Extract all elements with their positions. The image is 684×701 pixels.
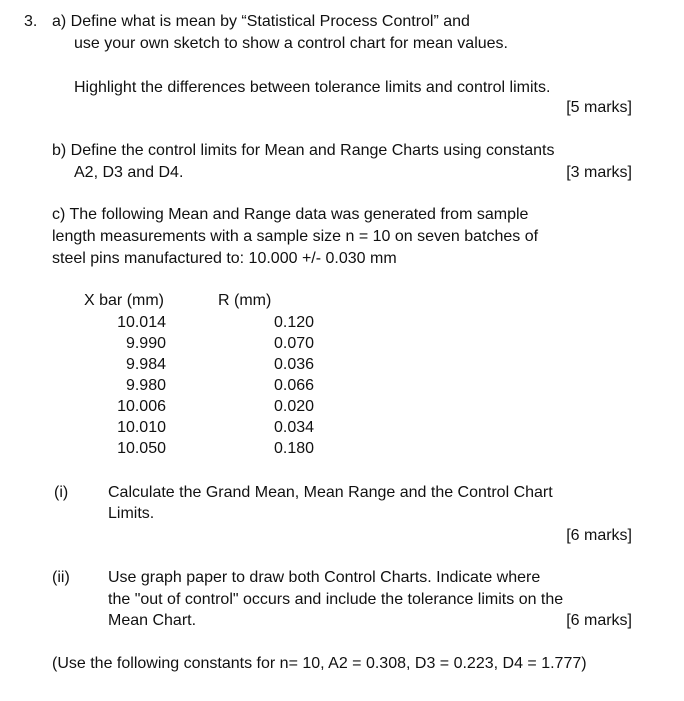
table-header-range: R (mm) bbox=[218, 292, 272, 309]
subq-i-label: (i) bbox=[54, 484, 69, 501]
table-xbar-value: 9.990 bbox=[125, 335, 166, 352]
subq-ii-line-3: Mean Chart. bbox=[108, 612, 197, 629]
part-c-line-3: steel pins manufactured to: 10.000 +/- 0.030 mm bbox=[52, 250, 397, 267]
part-b-marks: [3 marks] bbox=[566, 164, 632, 181]
subq-ii-marks: [6 marks] bbox=[566, 612, 632, 629]
subq-i-line-2: Limits. bbox=[108, 505, 155, 522]
table-range-value: 0.120 bbox=[274, 314, 315, 331]
part-a-line-2: use your own sketch to show a control chart for mean values. bbox=[74, 35, 508, 52]
table-range-value: 0.034 bbox=[274, 419, 315, 436]
table-header-xbar: X bar (mm) bbox=[84, 292, 164, 309]
table-xbar-value: 9.980 bbox=[125, 377, 166, 394]
constants-note: (Use the following constants for n= 10, A2 = 0.308, D3 = 0.223, D4 = 1.777) bbox=[52, 655, 587, 672]
table-xbar-value: 10.010 bbox=[117, 419, 166, 436]
table-range-value: 0.066 bbox=[274, 377, 315, 394]
subq-i-line-1: Calculate the Grand Mean, Mean Range and the Control Chart bbox=[108, 484, 553, 501]
part-a-marks: [5 marks] bbox=[566, 99, 632, 116]
table-range-value: 0.070 bbox=[274, 335, 315, 352]
subq-ii-label: (ii) bbox=[52, 569, 70, 586]
subq-i-marks: [6 marks] bbox=[566, 527, 632, 544]
table-xbar-value: 9.984 bbox=[125, 356, 166, 373]
part-c-line-1: c) The following Mean and Range data was generated from sample bbox=[52, 206, 529, 223]
part-b-line-2: A2, D3 and D4. bbox=[74, 164, 184, 181]
table-xbar-value: 10.006 bbox=[117, 398, 166, 415]
part-a-line-1: a) Define what is mean by “Statistical Process Control” and bbox=[52, 13, 470, 30]
part-b-line-1: b) Define the control limits for Mean and Range Charts using constants bbox=[52, 142, 555, 159]
subq-ii-line-1: Use graph paper to draw both Control Charts. Indicate where bbox=[108, 569, 541, 586]
table-range-value: 0.020 bbox=[274, 398, 315, 415]
table-range-value: 0.036 bbox=[274, 356, 315, 373]
table-range-value: 0.180 bbox=[274, 440, 315, 457]
question-number: 3. bbox=[24, 13, 38, 30]
table-xbar-value: 10.014 bbox=[117, 314, 166, 331]
table-xbar-value: 10.050 bbox=[117, 440, 166, 457]
subq-ii-line-2: the "out of control" occurs and include the tolerance limits on the bbox=[108, 591, 564, 608]
part-a-line-3: Highlight the differences between tolerance limits and control limits. bbox=[74, 79, 551, 96]
part-c-line-2: length measurements with a sample size n = 10 on seven batches of bbox=[52, 228, 539, 245]
